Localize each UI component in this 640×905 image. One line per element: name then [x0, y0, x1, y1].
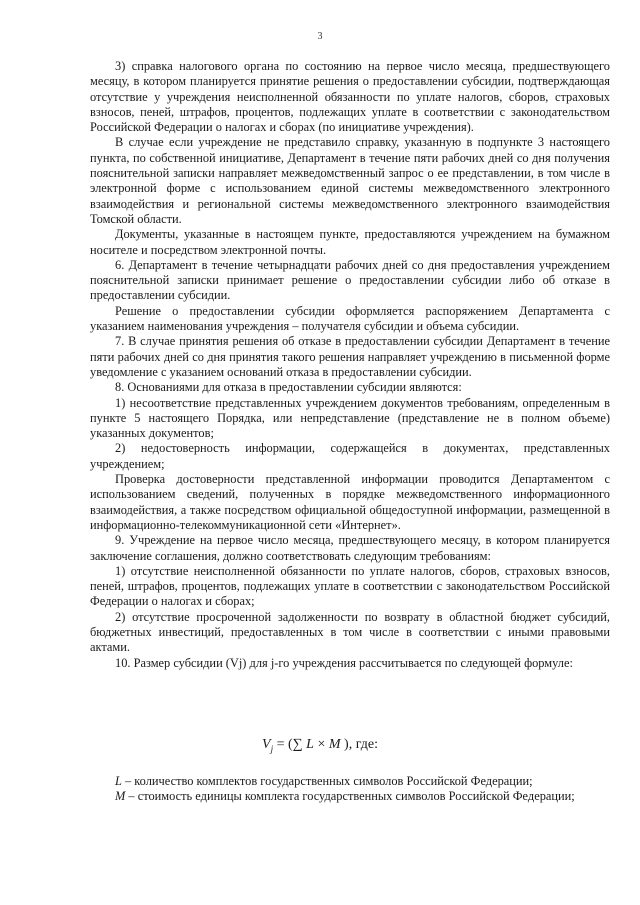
paragraph-section-6: 6. Департамент в течение четырнадцати рабочих дней со дня предоставления учреждением пояснительной записки принимает решение о предоставлении субсидии либо об отказе в предоставлении субсидии. — [90, 257, 610, 303]
definition-m-symbol: M — [115, 789, 126, 804]
paragraph-section-10: 10. Размер субсидии (Vj) для j-го учреждения рассчитывается по следующей формуле: — [115, 655, 573, 670]
paragraph-section-9: 9. Учреждение на первое число месяца, предшествующего месяцу, в котором планируется заключение соглашения, должно соответствовать следующим требованиям: — [90, 533, 610, 563]
definition-m-text: – стоимость единицы комплекта государственных символов Российской Федерации; — [125, 789, 575, 804]
paragraph-requirement-1: 1) отсутствие неисполненной обязанности по уплате налогов, сборов, страховых взносов, пеней, штрафов, процентов, подлежащих уплате в соответствии с законодательством Российской Федерации о налогах и сборах; — [90, 563, 610, 609]
paragraph-requirement-2: 2) отсутствие просроченной задолженности по возврату в областной бюджет субсидий, бюджетных инвестиций, предоставленных в том числе в соответствии с иными правовыми актами. — [90, 609, 610, 655]
formula-definitions — [90, 774, 610, 805]
formula-m: M — [328, 737, 341, 752]
definition-l-text: – количество комплектов государственных символов Российской Федерации; — [121, 774, 533, 788]
paragraph-refusal-ground-1: 1) несоответствие представленных учреждением документов требованиям, определенным в пункте 5 настоящего Порядка, или непредставление (представление не в полном объеме) указанных документов; — [90, 395, 610, 441]
subsidy-formula — [0, 736, 640, 758]
paragraph-refusal-ground-2: 2) недостоверность информации, содержащейся в документах, представленных учреждением; — [90, 441, 610, 471]
paragraph-verification: Проверка достоверности представленной информации проводится Департаментом с использованием сведений, полученных в порядке межведомственного информационного взаимодействия, а также посредством официальной общедоступной информации, размещенной в информационно-телекоммуникационной сети «Интернет». — [90, 472, 610, 532]
paragraph-section-8: 8. Основаниями для отказа в предоставлении субсидии являются: — [115, 380, 462, 395]
paragraph-missing-certificate: В случае если учреждение не представило справку, указанную в подпункте 3 настоящего пункта, по собственной инициативе, Департамент в течение пяти рабочих дней со дня получения пояснительной записки направляет межведомственный запрос о ее представлении, в том числе в электронной форме с использованием единой системы межведомственного электронного взаимодействия и региональной системы межведомственного электронного взаимодействия Томской области. — [90, 135, 610, 226]
page-number: 3 — [317, 31, 323, 42]
formula-l: L — [306, 737, 314, 752]
formula-lhs: V — [262, 737, 271, 752]
paragraph-documents-submission: Документы, указанные в настоящем пункте, предоставляются учреждением на бумажном носителе и посредством электронной почты. — [90, 227, 610, 257]
document-body — [90, 59, 610, 671]
formula-subscript: j — [270, 743, 274, 754]
formula-sum: = (∑ — [273, 737, 307, 752]
paragraph-decision: Решение о предоставлении субсидии оформляется распоряжением Департамента с указанием наименования учреждения – получателя субсидии и объема субсидии. — [90, 303, 610, 334]
formula-tail: ), где: — [340, 737, 378, 752]
paragraph-item-3: 3) справка налогового органа по состоянию на первое число месяца, предшествующего месяцу, в котором планируется принятие решения о предоставлении субсидии, подтверждающая отсутствие у учреждения неисполненной обязанности по уплате налогов, сборов, страховых взносов, пеней, штрафов, процентов, подлежащих уплате в соответствии с законодательством Российской Федерации о налогах и сборах (по инициативе учреждения). — [90, 59, 610, 135]
formula-times: × — [313, 737, 329, 752]
definition-l — [90, 774, 610, 789]
paragraph-section-7: 7. В случае принятия решения об отказе в предоставлении субсидии Департамент в течение пяти рабочих дней со дня принятия такого решения направляет учреждению в письменной форме уведомление с указанием оснований отказа в предоставлении субсидии. — [90, 334, 610, 379]
definition-l-symbol: L — [115, 774, 122, 788]
definition-m — [90, 789, 610, 804]
